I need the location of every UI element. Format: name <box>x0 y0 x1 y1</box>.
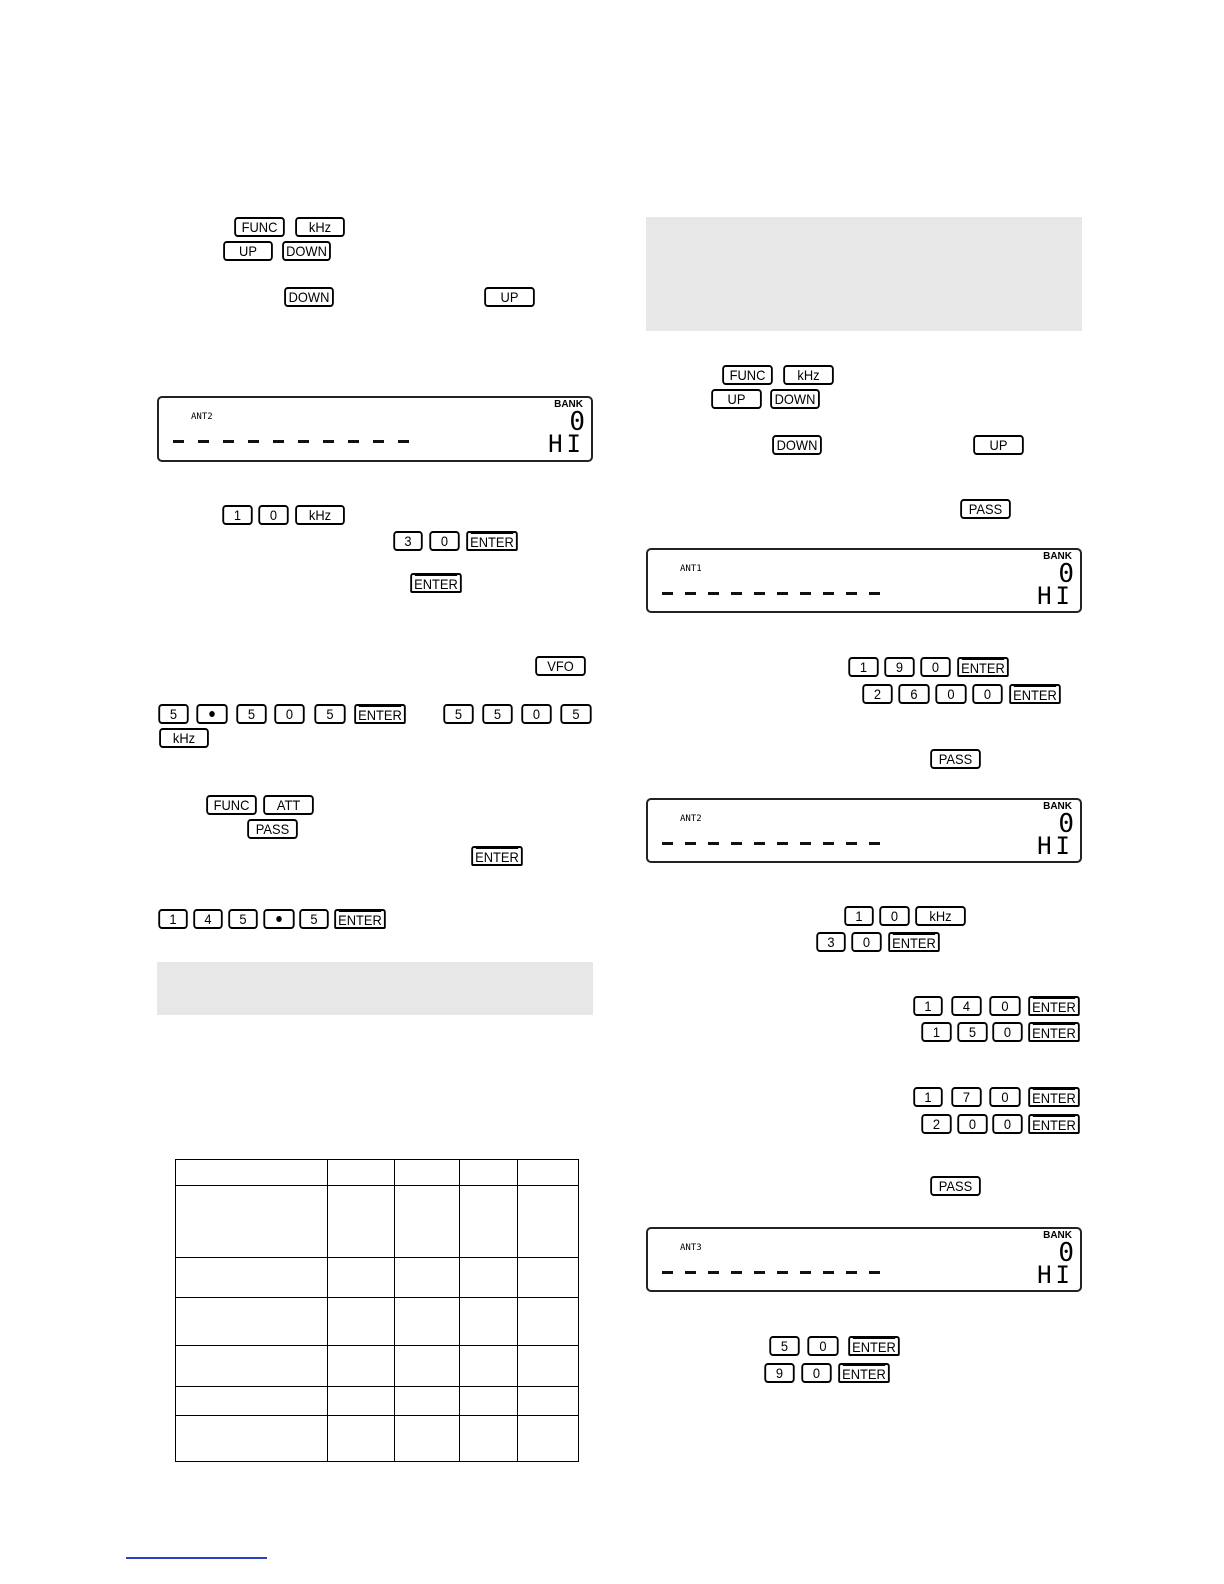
table-cell <box>176 1298 328 1345</box>
table-cell <box>460 1415 518 1461</box>
digit-0-key: 0 <box>989 1087 1020 1107</box>
decimal-point-key <box>196 704 227 724</box>
digit-1-key: 1 <box>844 906 873 926</box>
digit-0-key: 0 <box>992 1114 1022 1134</box>
digit-9-key: 9 <box>884 657 914 677</box>
digit-5-key: 5 <box>299 909 328 929</box>
enter-key: ENTER <box>410 573 462 593</box>
digit-7-key: 7 <box>951 1087 981 1107</box>
table-cell <box>328 1258 395 1298</box>
lcd-display <box>646 548 1082 613</box>
down-key: DOWN <box>770 389 820 409</box>
table-cell <box>518 1186 579 1258</box>
lcd-bank-label: BANK <box>1043 801 1072 812</box>
khz-key: kHz <box>159 728 209 748</box>
table-row <box>176 1258 579 1298</box>
lcd-display <box>646 1227 1082 1292</box>
enter-key: ENTER <box>354 704 406 724</box>
lcd-mode-value: HI <box>1037 832 1074 860</box>
enter-key: ENTER <box>1028 1022 1080 1042</box>
table-cell <box>518 1298 579 1345</box>
khz-key: kHz <box>783 365 834 385</box>
decimal-point-icon <box>276 916 282 922</box>
table-cell <box>176 1415 328 1461</box>
table-cell <box>328 1298 395 1345</box>
table-row <box>176 1415 579 1461</box>
digit-5-key: 5 <box>957 1022 987 1042</box>
table-row <box>176 1186 579 1258</box>
down-key: DOWN <box>282 241 331 261</box>
lcd-display <box>157 396 593 462</box>
enter-key: ENTER <box>888 932 940 952</box>
lcd-bank-value: 0 <box>1058 1238 1074 1268</box>
down-key: DOWN <box>284 287 334 307</box>
table-cell <box>518 1386 579 1415</box>
decimal-point-icon <box>209 711 215 717</box>
digit-0-key: 0 <box>972 684 1002 704</box>
up-key: UP <box>711 389 762 409</box>
up-key: UP <box>484 287 535 307</box>
digit-0-key: 0 <box>957 1114 987 1134</box>
digit-0-key: 0 <box>521 704 551 724</box>
note-box <box>157 962 593 1015</box>
digit-3-key: 3 <box>816 932 845 952</box>
up-key: UP <box>973 435 1024 455</box>
vfo-key: VFO <box>535 656 586 676</box>
digit-0-key: 0 <box>920 657 950 677</box>
decimal-point-key <box>263 909 294 929</box>
lcd-display <box>646 798 1082 863</box>
enter-key: ENTER <box>466 531 518 551</box>
lcd-bank-value: 0 <box>1058 559 1074 589</box>
table-cell <box>460 1298 518 1345</box>
down-key: DOWN <box>772 435 822 455</box>
enter-key: ENTER <box>471 846 523 866</box>
digit-0-key: 0 <box>879 906 909 926</box>
lcd-bank-label: BANK <box>1043 551 1072 562</box>
digit-0-key: 0 <box>807 1336 838 1356</box>
lcd-bank-label: BANK <box>1043 1230 1072 1241</box>
digit-5-key: 5 <box>443 704 473 724</box>
digit-4-key: 4 <box>951 996 981 1016</box>
table-cell <box>395 1258 460 1298</box>
table-cell <box>518 1160 579 1186</box>
table-cell <box>395 1345 460 1386</box>
khz-key: kHz <box>915 906 966 926</box>
table-cell <box>395 1298 460 1345</box>
table-cell <box>395 1386 460 1415</box>
digit-9-key: 9 <box>764 1363 794 1383</box>
table-cell <box>176 1345 328 1386</box>
digit-5-key: 5 <box>158 704 188 724</box>
digit-6-key: 6 <box>898 684 929 704</box>
digit-0-key: 0 <box>989 996 1020 1016</box>
digit-5-key: 5 <box>482 704 512 724</box>
table-cell <box>518 1345 579 1386</box>
table-cell <box>176 1386 328 1415</box>
spec-table <box>175 1159 579 1462</box>
table-cell <box>518 1258 579 1298</box>
table-row <box>176 1298 579 1345</box>
table-cell <box>328 1386 395 1415</box>
enter-key: ENTER <box>848 1336 900 1356</box>
digit-4-key: 4 <box>193 909 222 929</box>
enter-key: ENTER <box>334 909 386 929</box>
digit-0-key: 0 <box>429 531 459 551</box>
lcd-mode-value: HI <box>1037 582 1074 610</box>
pass-key: PASS <box>247 819 298 839</box>
table-cell <box>460 1186 518 1258</box>
footnote-rule <box>126 1557 267 1559</box>
enter-key: ENTER <box>1028 996 1080 1016</box>
table-cell <box>328 1345 395 1386</box>
digit-5-key: 5 <box>314 704 345 724</box>
table-cell <box>460 1386 518 1415</box>
table-cell <box>328 1186 395 1258</box>
enter-key: ENTER <box>1009 684 1061 704</box>
digit-1-key: 1 <box>222 505 252 525</box>
table-cell <box>328 1160 395 1186</box>
khz-key: kHz <box>295 217 345 237</box>
table-cell <box>395 1415 460 1461</box>
digit-2-key: 2 <box>862 684 892 704</box>
lcd-antenna-label: ANT1 <box>680 564 702 574</box>
digit-0-key: 0 <box>258 505 288 525</box>
func-key: FUNC <box>234 217 285 237</box>
digit-0-key: 0 <box>992 1022 1022 1042</box>
table-cell <box>395 1186 460 1258</box>
table-row <box>176 1160 579 1186</box>
lcd-bank-label: BANK <box>554 399 583 410</box>
lcd-bank-value: 0 <box>569 407 585 437</box>
digit-0-key: 0 <box>935 684 966 704</box>
table-cell <box>460 1160 518 1186</box>
pass-key: PASS <box>930 1176 981 1196</box>
up-key: UP <box>223 241 273 261</box>
table-cell <box>460 1345 518 1386</box>
note-box <box>646 217 1082 331</box>
table-row <box>176 1386 579 1415</box>
digit-3-key: 3 <box>393 531 422 551</box>
digit-5-key: 5 <box>560 704 591 724</box>
lcd-antenna-label: ANT3 <box>680 1243 702 1253</box>
digit-5-key: 5 <box>769 1336 799 1356</box>
digit-0-key: 0 <box>851 932 881 952</box>
lcd-mode-value: HI <box>1037 1261 1074 1289</box>
digit-5-key: 5 <box>236 704 266 724</box>
table-cell <box>176 1186 328 1258</box>
table-cell <box>460 1258 518 1298</box>
att-key: ATT <box>263 795 314 815</box>
lcd-antenna-label: ANT2 <box>191 412 213 422</box>
table-cell <box>328 1415 395 1461</box>
enter-key: ENTER <box>1028 1087 1080 1107</box>
enter-key: ENTER <box>838 1363 890 1383</box>
enter-key: ENTER <box>957 657 1009 677</box>
digit-1-key: 1 <box>921 1022 951 1042</box>
digit-2-key: 2 <box>921 1114 951 1134</box>
digit-1-key: 1 <box>158 909 187 929</box>
digit-1-key: 1 <box>848 657 878 677</box>
lcd-antenna-label: ANT2 <box>680 814 702 824</box>
digit-0-key: 0 <box>274 704 304 724</box>
digit-1-key: 1 <box>913 996 942 1016</box>
func-key: FUNC <box>722 365 773 385</box>
digit-1-key: 1 <box>913 1087 942 1107</box>
pass-key: PASS <box>960 499 1011 519</box>
khz-key: kHz <box>295 505 345 525</box>
func-key: FUNC <box>206 795 257 815</box>
table-cell <box>176 1258 328 1298</box>
table-row <box>176 1345 579 1386</box>
table-cell <box>176 1160 328 1186</box>
lcd-mode-value: HI <box>548 430 585 458</box>
digit-0-key: 0 <box>801 1363 831 1383</box>
lcd-bank-value: 0 <box>1058 809 1074 839</box>
table-cell <box>395 1160 460 1186</box>
pass-key: PASS <box>930 749 981 769</box>
digit-5-key: 5 <box>228 909 257 929</box>
enter-key: ENTER <box>1028 1114 1080 1134</box>
table-cell <box>518 1415 579 1461</box>
